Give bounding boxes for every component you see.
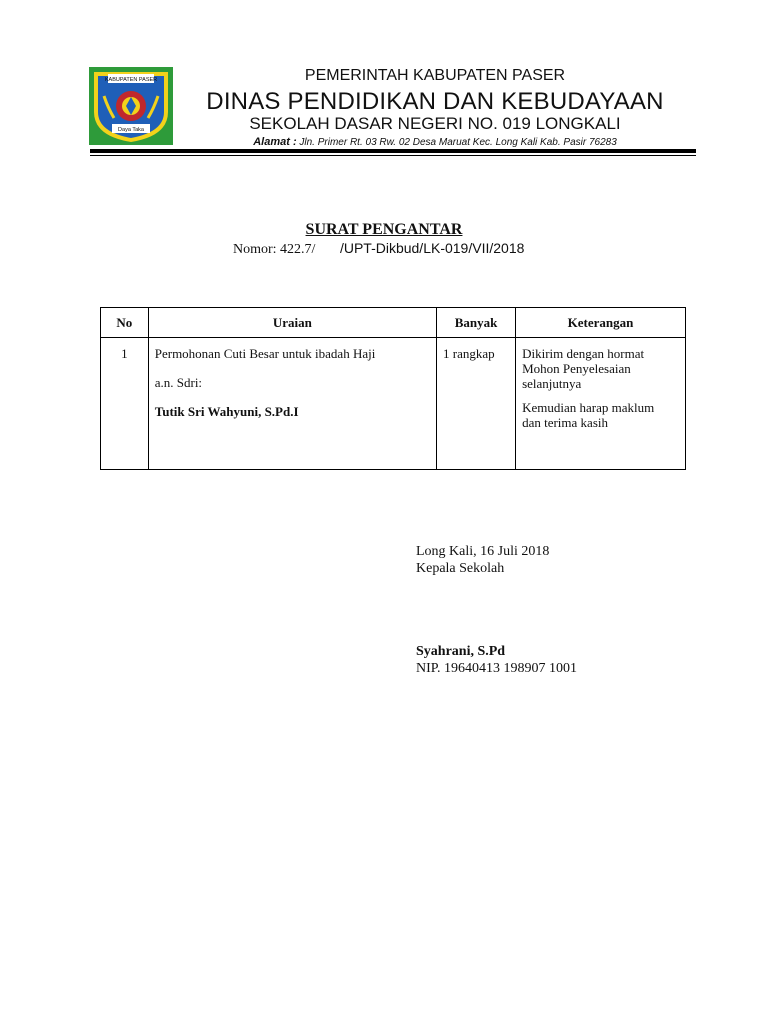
number-prefix: Nomor: 422.7/ <box>233 242 316 257</box>
number-suffix: /UPT-Dikbud/LK-019/VII/2018 <box>339 240 525 256</box>
emblem-top-text: KABUPATEN PASER <box>104 77 158 83</box>
uraian-an: a.n. Sdri: <box>154 375 203 390</box>
col-header-uraian: Uraian <box>148 308 436 338</box>
uraian-subject: Permohonan Cuti Besar untuk ibadah Haji <box>154 346 376 361</box>
items-table <box>100 307 686 470</box>
letterhead-rule-thick <box>90 149 696 153</box>
emblem-motto-text: Daya Taka <box>118 127 144 133</box>
uraian-name: Tutik Sri Wahyuni, S.Pd.I <box>154 404 299 419</box>
letterhead-department: DINAS PENDIDIKAN DAN KEBUDAYAAN <box>206 88 664 115</box>
signature-position: Kepala Sekolah <box>416 561 505 576</box>
letterhead-address <box>170 136 700 148</box>
signature-place-date: Long Kali, 16 Juli 2018 <box>416 544 550 559</box>
keterangan-line: selanjutnya <box>522 376 582 391</box>
cell-uraian <box>148 338 436 470</box>
keterangan-line: Kemudian harap maklum <box>522 400 655 415</box>
keterangan-line: Dikirim dengan hormat <box>522 346 645 361</box>
col-header-banyak: Banyak <box>437 308 516 338</box>
col-header-keterangan: Keterangan <box>516 308 686 338</box>
letterhead-school: SEKOLAH DASAR NEGERI NO. 019 LONGKALI <box>249 114 621 133</box>
document-title: SURAT PENGANTAR <box>305 221 463 238</box>
cell-no: 1 <box>101 338 149 470</box>
address-label: Alamat : <box>253 136 297 148</box>
keterangan-line: Mohon Penyelesaian <box>522 361 631 376</box>
keterangan-line: dan terima kasih <box>522 415 608 430</box>
document-number <box>233 240 524 258</box>
cell-keterangan <box>516 338 686 470</box>
kabupaten-paser-emblem <box>88 66 174 146</box>
letterhead-government: PEMERINTAH KABUPATEN PASER <box>304 67 566 84</box>
col-header-no: No <box>101 308 149 338</box>
table-row <box>101 338 686 470</box>
cell-banyak: 1 rangkap <box>437 338 516 470</box>
signature-nip: NIP. 19640413 198907 1001 <box>416 661 578 676</box>
letterhead-rule-thin <box>90 155 696 156</box>
table-header-row <box>101 308 686 338</box>
address-text: Jln. Primer Rt. 03 Rw. 02 Desa Maruat Kec. Long Kali Kab. Pasir 76283 <box>299 137 617 148</box>
signature-name: Syahrani, S.Pd <box>416 644 506 659</box>
